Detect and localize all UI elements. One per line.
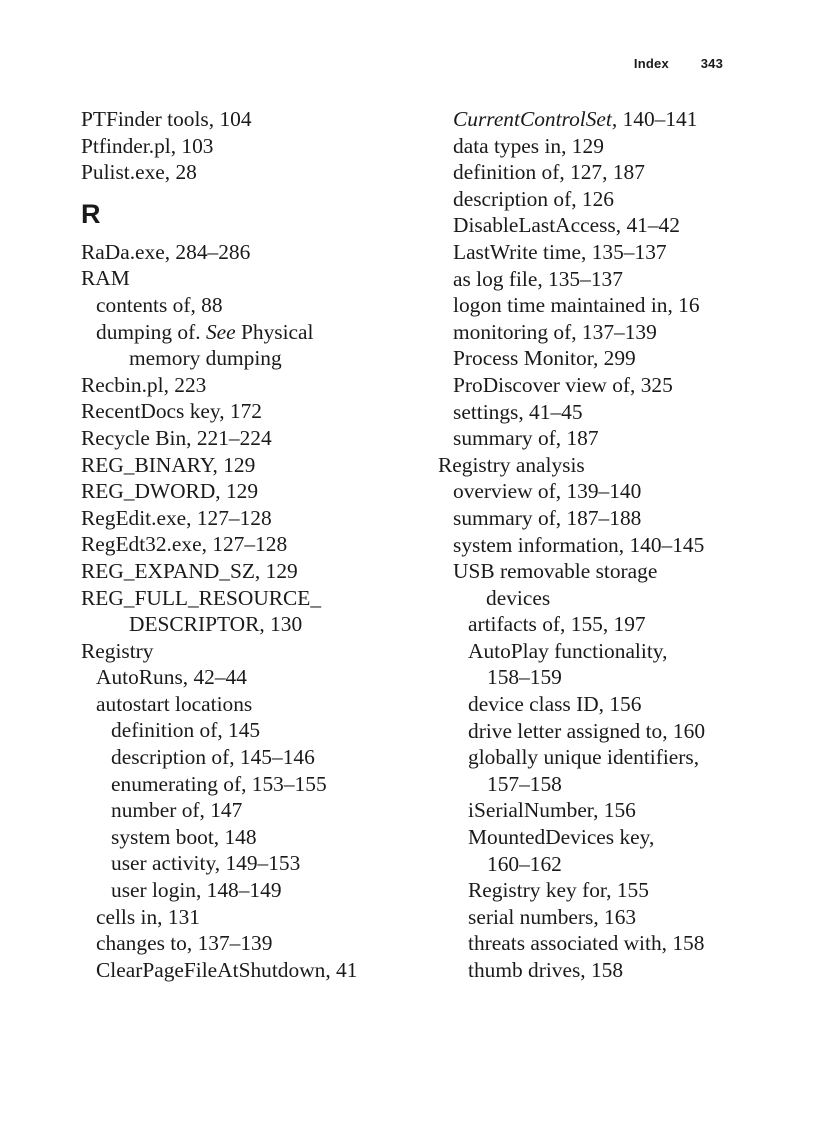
entry-text: dumping of. [96,319,201,344]
index-subentry: changes to, 137–139 [96,931,273,956]
index-subsubentry: definition of, 145 [111,718,261,743]
entry-text: globally unique identifiers, [468,745,700,770]
see-reference: See [205,319,236,344]
index-subentry: logon time maintained in, 16 [453,293,700,318]
index-entry: REG_BINARY, 129 [81,452,256,477]
index-entry: PTFinder tools, 104 [81,107,252,131]
index-subentry: Process Monitor, 299 [453,346,636,371]
index-subentry: LastWrite time, 135–137 [453,239,667,264]
entry-pages: 140–141 [622,107,698,131]
index-subentry: ClearPageFileAtShutdown, 41 [96,957,358,982]
index-entry: Registry analysis [438,452,585,477]
section-letter-heading: R [81,198,101,229]
entry-continuation: devices [486,585,551,610]
entry-text-italic: CurrentControlSet, [453,107,618,131]
index-subentry [438,558,783,611]
index-subentry: DisableLastAccess, 41–42 [453,213,680,238]
entry-text: REG_FULL_RESOURCE_ [81,585,322,610]
index-entry: Recbin.pl, 223 [81,372,207,397]
index-subsubentry: artifacts of, 155, 197 [468,612,646,637]
entry-continuation: 157–158 [487,771,562,796]
running-head-title: Index [633,56,669,71]
index-subsubentry: Registry key for, 155 [468,878,649,903]
index-subentry: summary of, 187–188 [453,505,642,530]
index-subsubentry: iSerialNumber, 156 [468,798,636,823]
index-entry: RaDa.exe, 284–286 [81,239,251,264]
index-entry: Pulist.exe, 28 [81,160,197,185]
entry-text: USB removable storage [453,559,658,584]
index-subentry: as log file, 135–137 [453,266,623,291]
index-subentry: cells in, 131 [96,904,200,929]
index-subsubentry [438,744,783,797]
index-subentry: overview of, 139–140 [453,479,642,504]
page-number: 343 [700,56,723,71]
index-subsubentry: user activity, 149–153 [111,851,301,876]
entry-continuation: DESCRIPTOR, 130 [129,612,303,637]
index-subsubentry: device class ID, 156 [468,692,642,717]
index-subentry [438,106,783,133]
index-entry: Recycle Bin, 221–224 [81,425,272,450]
index-entry: RecentDocs key, 172 [81,399,262,424]
index-entry: RegEdit.exe, 127–128 [81,505,272,530]
index-entry [81,585,426,638]
index-entry: RegEdt32.exe, 127–128 [81,532,288,557]
entry-text: AutoPlay functionality, [468,638,668,663]
index-subentry: system information, 140–145 [453,532,705,557]
entry-continuation: 160–162 [487,851,562,876]
index-subsubentry: threats associated with, 158 [468,931,705,956]
entry-text: Physical [240,319,314,344]
index-subsubentry [438,638,783,691]
index-subentry: definition of, 127, 187 [453,160,645,185]
index-subentry: AutoRuns, 42–44 [96,665,247,690]
entry-text: MountedDevices key, [468,825,655,850]
index-subsubentry: number of, 147 [111,798,243,823]
index-subsubentry: enumerating of, 153–155 [111,771,327,796]
index-subsubentry: user login, 148–149 [111,878,282,903]
index-subsubentry: serial numbers, 163 [468,904,637,929]
index-subsubentry [438,824,783,877]
running-head [634,56,723,71]
index-subentry [81,319,426,372]
index-entry: Registry [81,638,154,663]
index-subsubentry: drive letter assigned to, 160 [468,718,706,743]
index-subsubentry: thumb drives, 158 [468,958,624,982]
index-subentry: settings, 41–45 [453,399,583,424]
index-subentry: monitoring of, 137–139 [453,319,657,344]
index-subentry: ProDiscover view of, 325 [453,372,673,397]
entry-continuation: memory dumping [129,346,282,371]
index-column-right [438,106,783,984]
index-subentry: summary of, 187 [453,426,599,451]
index-entry: RAM [81,266,130,291]
index-subentry: contents of, 88 [96,292,223,317]
index-subentry: data types in, 129 [453,133,604,158]
entry-continuation: 158–159 [487,665,562,690]
index-entry: REG_EXPAND_SZ, 129 [81,558,298,583]
index-subentry: description of, 126 [453,186,614,211]
index-column-left [81,106,426,983]
index-subsubentry: description of, 145–146 [111,745,315,770]
index-subentry: autostart locations [96,691,253,716]
index-entry: REG_DWORD, 129 [81,479,259,504]
index-subsubentry: system boot, 148 [111,824,257,849]
index-entry: Ptfinder.pl, 103 [81,133,214,158]
